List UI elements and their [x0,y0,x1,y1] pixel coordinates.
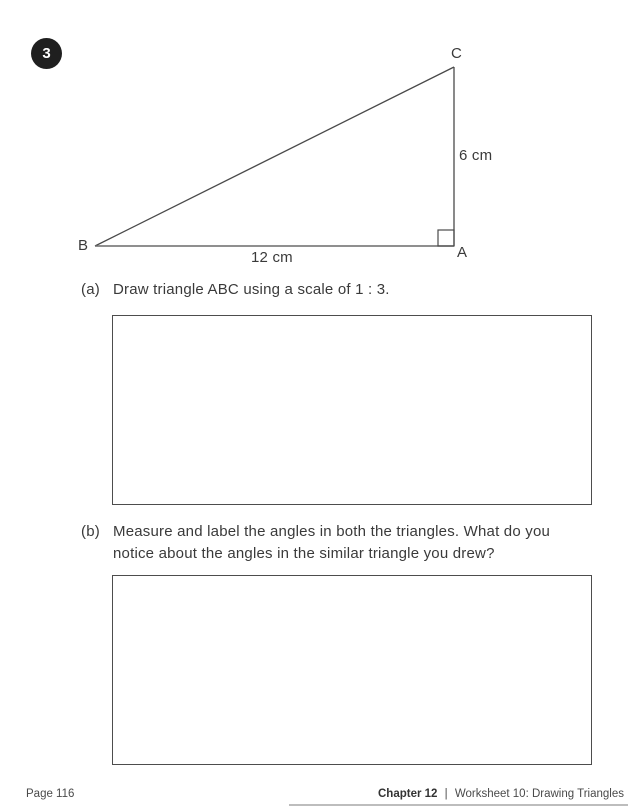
side-length-label-horizontal: 12 cm [251,249,293,266]
question-a [81,279,390,301]
right-angle-marker [438,230,454,246]
question-a-label: (a) [81,281,100,298]
footer-page-number: Page 116 [26,788,75,800]
footer-chapter-label: Chapter 12 [377,788,438,800]
footer-worksheet-label: Worksheet 10: Drawing Triangles [454,788,624,800]
footer-separator: | [444,788,448,800]
answer-box-a[interactable] [112,315,592,505]
bottom-rule [289,804,628,806]
answer-box-b[interactable] [112,575,592,765]
question-b-line-2: notice about the angles in the similar triangle you drew? [113,545,495,562]
question-b-text [113,521,550,565]
side-length-label-vertical: 6 cm [459,147,493,164]
question-b-label: (b) [81,523,100,540]
vertex-label-a: A [457,244,468,261]
question-number-badge: 3 [31,38,62,69]
question-a-text [113,279,390,301]
triangle-side-bc-hypotenuse [95,67,454,246]
triangle-figure [80,40,480,260]
question-b-line-1: Measure and label the angles in both the triangles. What do you [113,523,551,540]
question-a-line-1: Draw triangle ABC using a scale of 1 : 3. [113,281,390,298]
footer-chapter-info [378,788,624,800]
question-b [81,521,550,565]
vertex-label-b: B [78,237,89,254]
vertex-label-c: C [451,45,463,62]
